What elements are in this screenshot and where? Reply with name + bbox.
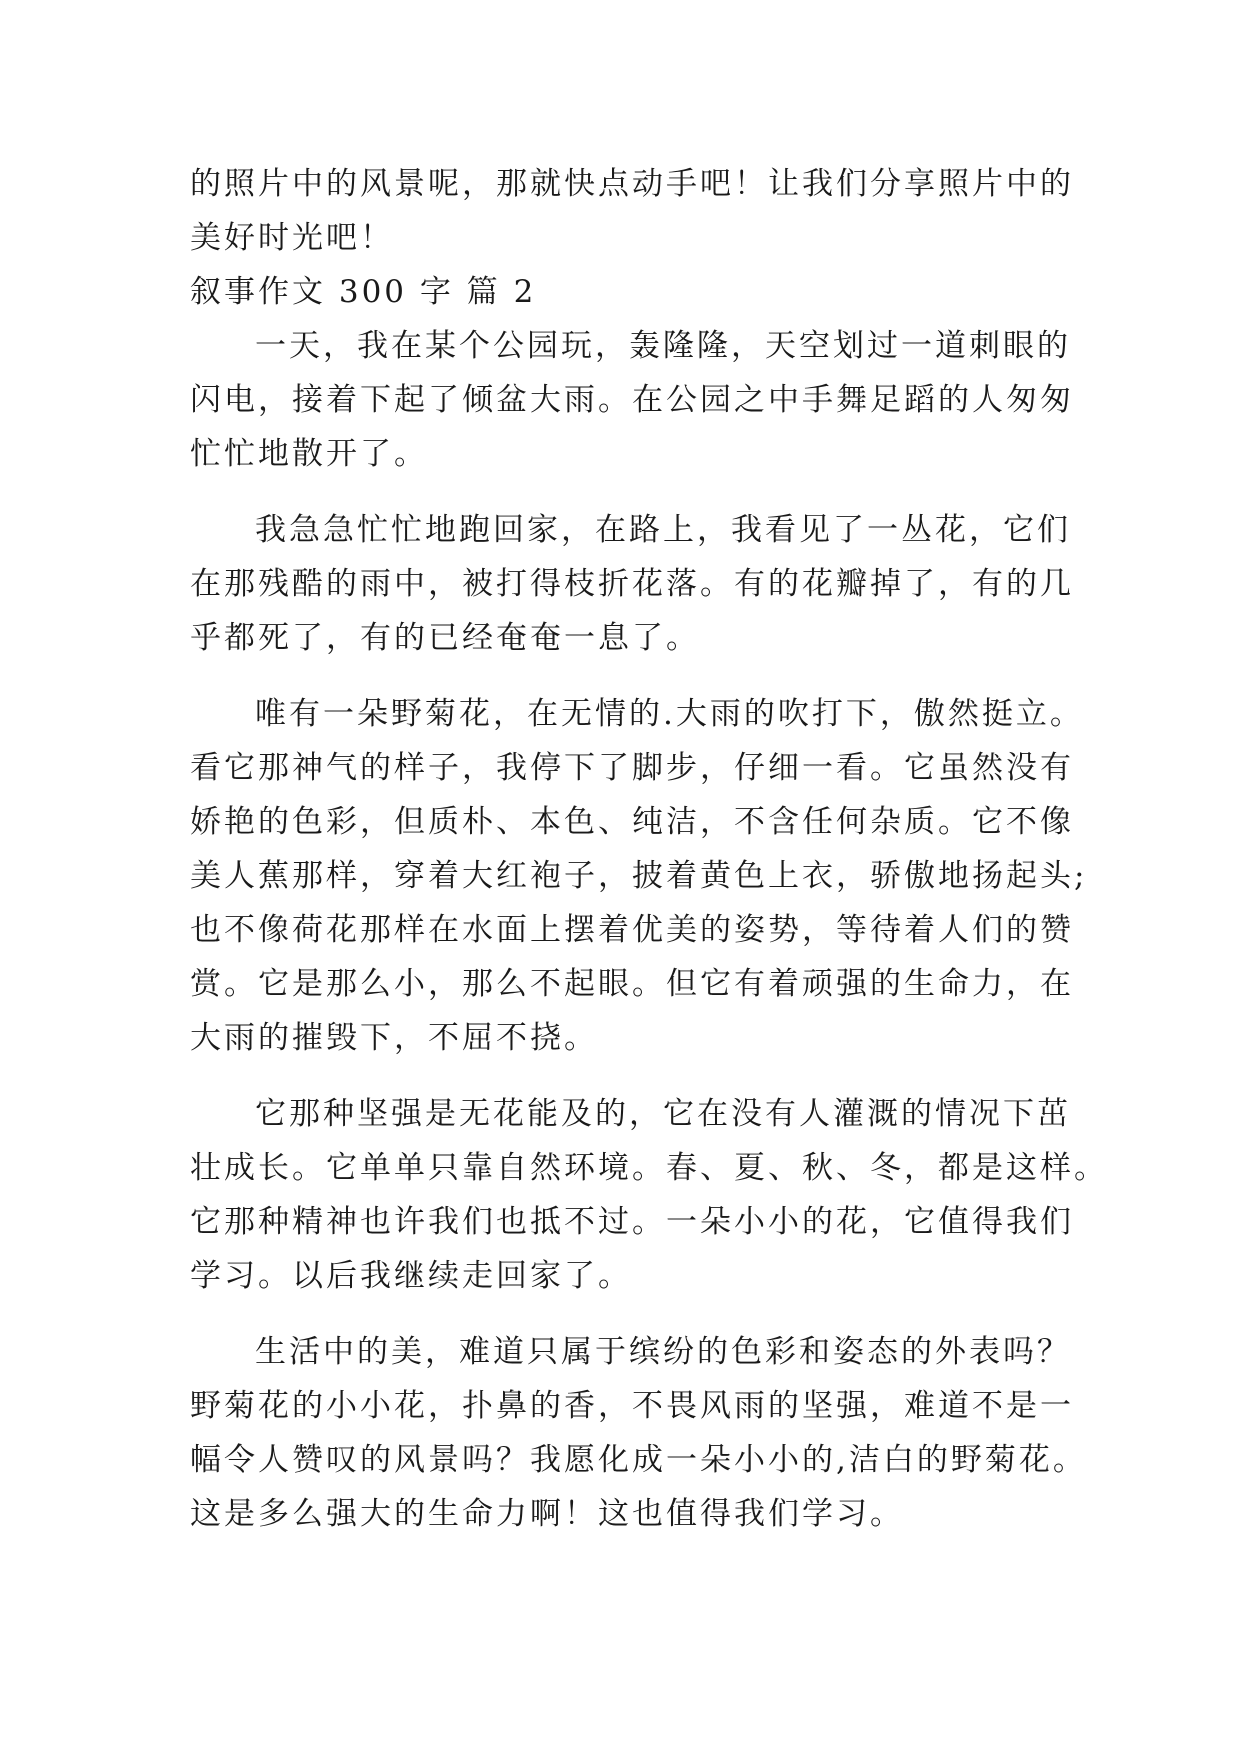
text-line: 大雨的摧毁下，不屈不挠。: [190, 1020, 598, 1056]
text-line: 美好时光吧！: [190, 220, 394, 256]
section-heading: 叙事作文 300 字 篇 2: [190, 274, 537, 310]
text-line: 壮成长。它单单只靠自然环境。春、夏、秋、冬，都是这样。: [190, 1150, 1108, 1186]
text-line: 闪电，接着下起了倾盆大雨。在公园之中手舞足蹈的人匆匆: [190, 382, 1074, 418]
text-line: 野菊花的小小花，扑鼻的香，不畏风雨的坚强，难道不是一: [190, 1388, 1074, 1424]
text-line: 我急急忙忙地跑回家，在路上，我看见了一丛花，它们: [255, 512, 1071, 548]
text-line: 这是多么强大的生命力啊！这也值得我们学习。: [190, 1496, 904, 1532]
text-line: 乎都死了，有的已经奄奄一息了。: [190, 620, 700, 656]
text-line: 看它那神气的样子，我停下了脚步，仔细一看。它虽然没有: [190, 750, 1074, 786]
text-line: 学习。以后我继续走回家了。: [190, 1258, 632, 1294]
text-line: 它那种坚强是无花能及的，它在没有人灌溉的情况下茁: [255, 1096, 1071, 1132]
text-line: 也不像荷花那样在水面上摆着优美的姿势，等待着人们的赞: [190, 912, 1074, 948]
text-line: 幅令人赞叹的风景吗？我愿化成一朵小小的,洁白的野菊花。: [190, 1442, 1087, 1478]
text-line: 的照片中的风景呢，那就快点动手吧！让我们分享照片中的: [190, 166, 1074, 202]
text-line: 忙忙地散开了。: [190, 436, 428, 472]
text-line: 生活中的美，难道只属于缤纷的色彩和姿态的外表吗？: [255, 1334, 1071, 1370]
text-line: 一天，我在某个公园玩，轰隆隆，天空划过一道刺眼的: [255, 328, 1071, 364]
text-line: 赏。它是那么小，那么不起眼。但它有着顽强的生命力，在: [190, 966, 1074, 1002]
text-line: 美人蕉那样，穿着大红袍子，披着黄色上衣，骄傲地扬起头;: [190, 858, 1088, 894]
text-line: 娇艳的色彩，但质朴、本色、纯洁，不含任何杂质。它不像: [190, 804, 1074, 840]
text-line: 在那残酷的雨中，被打得枝折花落。有的花瓣掉了，有的几: [190, 566, 1074, 602]
text-line: 它那种精神也许我们也抵不过。一朵小小的花，它值得我们: [190, 1204, 1074, 1240]
text-line: 唯有一朵野菊花，在无情的.大雨的吹打下，傲然挺立。: [255, 696, 1084, 732]
